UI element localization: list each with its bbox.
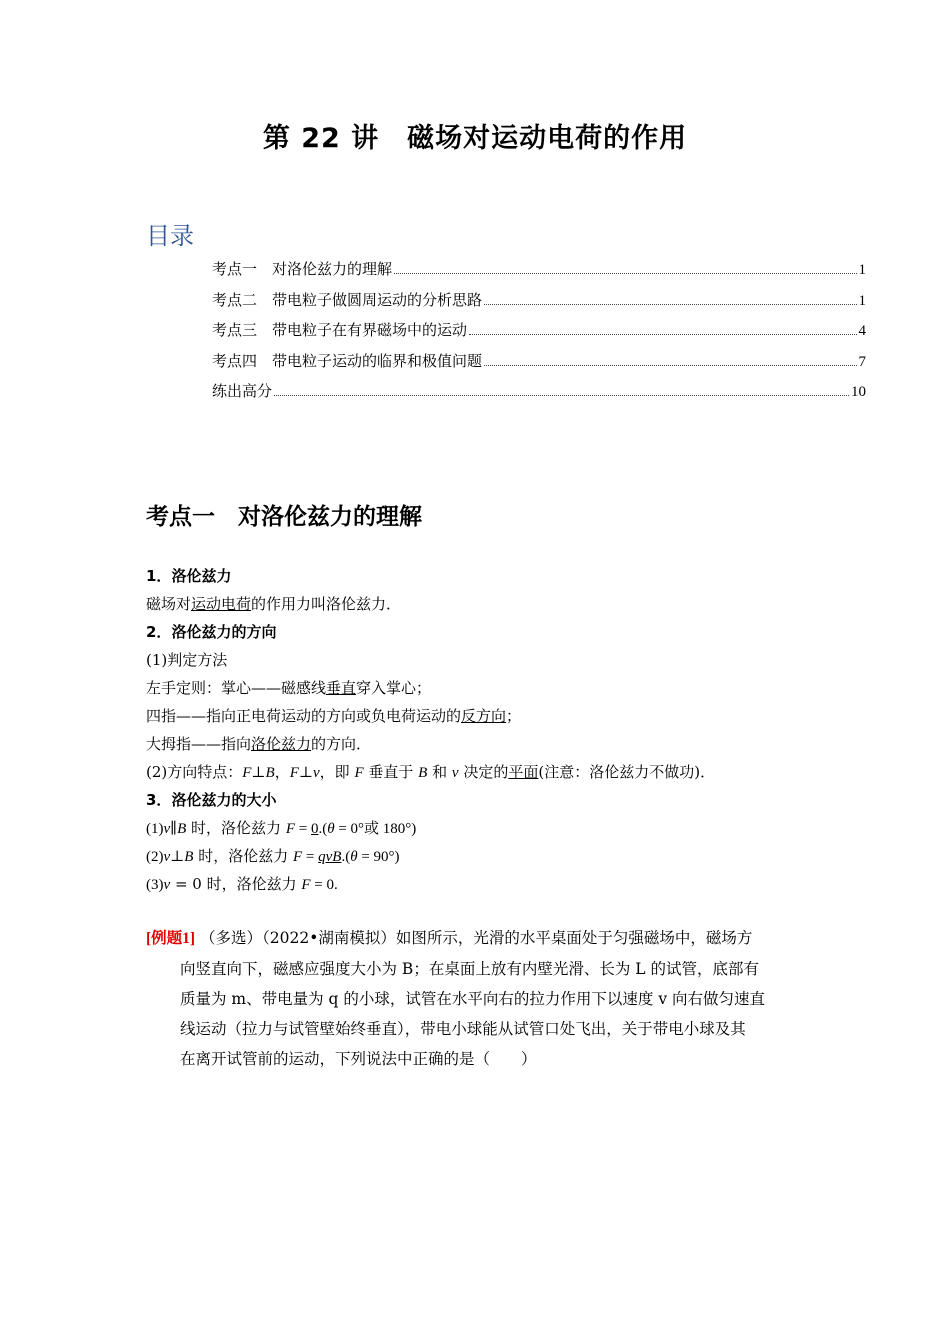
underlined-answer: qvB (318, 849, 342, 865)
text: ， (274, 763, 290, 781)
section-body (146, 562, 816, 898)
toc-leader-dots (394, 273, 856, 274)
text: (2) (146, 849, 164, 865)
text: 和 (427, 763, 452, 781)
toc-leader-dots (484, 304, 856, 305)
formula-line (146, 870, 816, 898)
example-first-line (146, 923, 810, 954)
toc-entry[interactable] (212, 319, 866, 350)
paragraph (146, 590, 816, 618)
underlined-answer: 运动电荷 (191, 595, 252, 613)
example-text: 在离开试管前的运动，下列说法中正确的是（ ） (180, 1050, 537, 1068)
text: 左手定则：掌心——磁感线 (146, 679, 327, 697)
example-problem (146, 923, 810, 1074)
symbol-v: v (163, 877, 171, 893)
heading-number: 1． (146, 567, 172, 585)
symbol-B: B (184, 849, 194, 865)
toc-entry-page: 4 (858, 323, 866, 339)
symbol-v: v (451, 765, 459, 781)
underlined-answer: 垂直 (326, 679, 357, 697)
text: = 0°或 180°) (334, 821, 417, 837)
paragraph: (1)判定方法 (146, 651, 228, 669)
paragraph-heading (146, 618, 816, 646)
heading-number: 2． (146, 623, 172, 641)
text: = 90°) (357, 849, 400, 865)
text: = (302, 849, 319, 865)
toc-entry-page: 1 (858, 292, 866, 309)
heading-text: 洛伦兹力的方向 (171, 623, 277, 641)
symbol-v: v (313, 765, 320, 781)
toc-entry[interactable] (212, 380, 866, 411)
toc-entry[interactable] (212, 258, 866, 289)
paragraph (146, 730, 816, 758)
text: ⊥ (298, 763, 313, 781)
paragraph (146, 758, 816, 786)
symbol-v: v (163, 821, 171, 837)
symbol-F: F (285, 821, 295, 837)
example-tag: [例题1] (146, 930, 196, 947)
symbol-B: B (265, 765, 275, 781)
toc-entry-label: 练出高分 (212, 382, 273, 400)
example-text: （多选）（2022•湖南模拟）如图所示，光滑的水平桌面处于匀强磁场中，磁场方 (200, 929, 753, 947)
text: 决定的 (458, 763, 509, 781)
text: 穿入掌心； (356, 679, 432, 697)
formula-line (146, 842, 816, 870)
symbol-B: B (418, 765, 428, 781)
text: ； (506, 707, 522, 725)
symbol-F: F (301, 877, 311, 893)
symbol-theta: θ (327, 821, 335, 837)
paragraph (146, 702, 816, 730)
toc-entry-label: 考点四 带电粒子运动的临界和极值问题 (212, 351, 483, 370)
heading-number: 3． (146, 791, 172, 809)
toc-entry-label: 考点三 带电粒子在有界磁场中的运动 (212, 321, 468, 339)
text: (3) (146, 877, 164, 893)
text: 大拇指——指向 (146, 735, 252, 753)
text: (1) (146, 821, 164, 837)
text: 四指——指向正电荷运动的方向或负电荷运动的 (146, 707, 462, 725)
symbol-F: F (242, 765, 252, 781)
toc-entry[interactable] (212, 289, 866, 320)
text: = (295, 821, 311, 837)
toc-entry-label: 考点一 对洛伦兹力的理解 (212, 260, 393, 278)
toc-entry-page: 7 (858, 353, 866, 370)
symbol-v: v (163, 849, 171, 865)
toc-leader-dots (484, 365, 856, 366)
toc-entry[interactable] (212, 350, 866, 381)
paragraph (146, 674, 816, 702)
toc-leader-dots (469, 334, 856, 335)
underlined-answer: 反方向 (461, 707, 507, 725)
text: ⊥ (170, 847, 185, 865)
example-continuation (146, 954, 810, 1074)
text: ，即 (319, 763, 355, 781)
example-text: 线运动（拉力与试管壁始终垂直），带电小球能从试管口处飞出，关于带电小球及其 (180, 1020, 746, 1038)
symbol-F: F (354, 765, 364, 781)
text: = 0. (310, 877, 338, 893)
text: 时，洛伦兹力 (193, 847, 293, 865)
underlined-answer: 0 (310, 821, 319, 837)
heading-text: 洛伦兹力 (171, 567, 232, 585)
symbol-F: F (289, 765, 299, 781)
text: 的作用力叫洛伦兹力． (251, 595, 402, 613)
toc-entry-page: 1 (858, 262, 866, 278)
symbol-F: F (293, 849, 303, 865)
underlined-answer: 洛伦兹力 (251, 735, 312, 753)
heading-text: 洛伦兹力的大小 (171, 791, 277, 809)
text: ⊥ (251, 763, 266, 781)
toc-leader-dots (274, 395, 849, 396)
text: .( (318, 821, 328, 837)
text: 的方向． (311, 735, 372, 753)
underlined-answer: 平面 (508, 763, 539, 781)
text: .( (341, 849, 351, 865)
paragraph-heading (146, 562, 816, 590)
example-text: 质量为 m、带电量为 q 的小球，试管在水平向右的拉力作用下以速度 v 向右做匀速直 (180, 990, 766, 1008)
text: (2)方向特点： (146, 763, 243, 781)
example-text: 向竖直向下，磁感应强度大小为 B；在桌面上放有内壁光滑、长为 L 的试管，底部有 (180, 960, 759, 978)
section-heading: 考点一 对洛伦兹力的理解 (146, 504, 422, 530)
text: 时，洛伦兹力 (186, 819, 286, 837)
text: (注意：洛伦兹力不做功)． (538, 763, 716, 781)
toc-entry-label: 考点二 带电粒子做圆周运动的分析思路 (212, 290, 483, 309)
text: = 0 时，洛伦兹力 (170, 875, 302, 893)
text: 垂直于 (363, 763, 419, 781)
symbol-theta: θ (350, 849, 358, 865)
toc-entry-page: 10 (851, 384, 866, 400)
table-of-contents (212, 258, 866, 411)
formula-line (146, 814, 816, 842)
text: ∥ (170, 819, 178, 837)
toc-heading: 目录 (146, 222, 194, 250)
paragraph-heading (146, 786, 816, 814)
symbol-B: B (177, 821, 187, 837)
text: 磁场对 (146, 595, 192, 613)
document-title: 第 22 讲 磁场对运动电荷的作用 (262, 123, 688, 154)
